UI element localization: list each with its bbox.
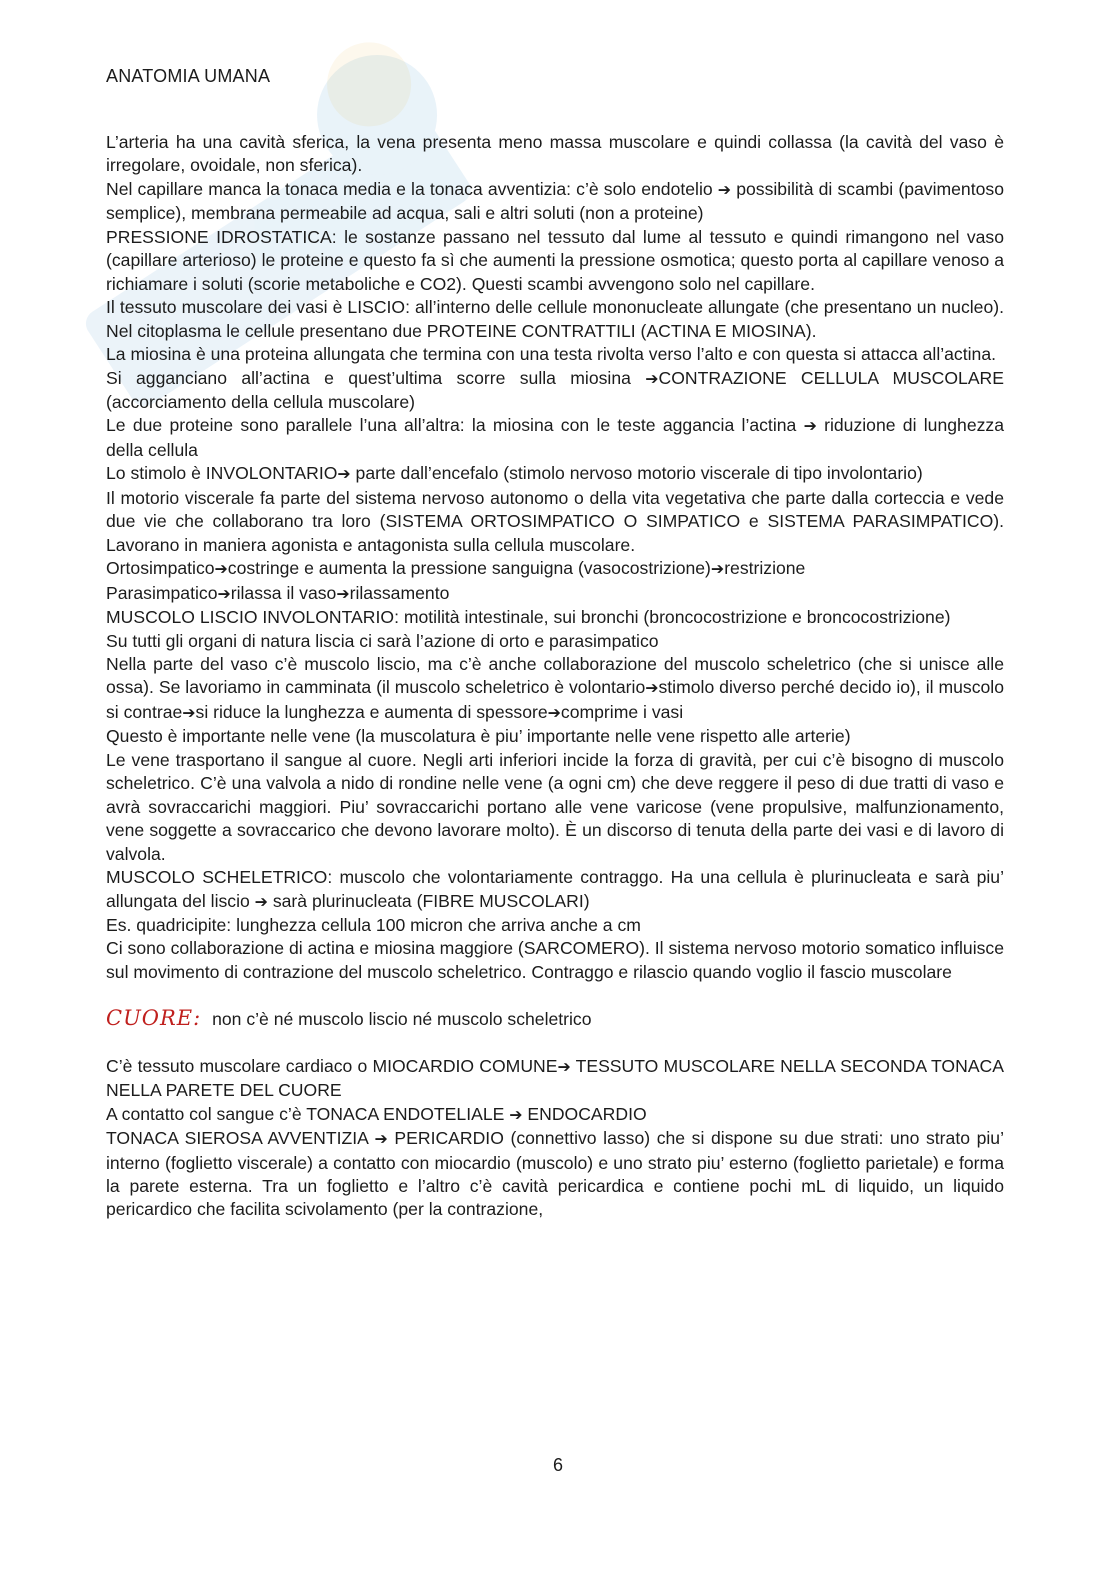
paragraph-text: TONACA SIEROSA AVVENTIZIA [106,1128,375,1149]
arrow-icon: ➔ [337,466,351,484]
paragraph-text: Su tutti gli organi di natura liscia ci sarà l’azione di orto e parasimpatico [106,630,659,651]
arrow-icon: ➔ [803,418,817,436]
page-header: ANATOMIA UMANA [106,66,271,86]
paragraph [106,630,1004,653]
arrow-icon: ➔ [509,1106,523,1124]
paragraph [106,462,1004,486]
paragraph-text: PRESSIONE IDROSTATICA: le sostanze passano nel tessuto dal lume al tessuto e quindi rimangono nel vaso (capillare arterioso) le proteine e questo fa sì che aumenti la pressione osmotica; questo porta al capillare venoso a richiamare i soluti (scorie metaboliche e CO2). Questi scambi avvengono solo nel capillare. [106,226,1004,294]
paragraph-text: A contatto col sangue c’è TONACA ENDOTELIALE [106,1103,510,1124]
paragraph-text: comprime i vasi [560,701,684,722]
paragraph-text: CONTRAZIONE CELLULA MUSCOLARE (accorciamento della cellula muscolare) [106,367,1004,412]
paragraph-text: PERICARDIO (connettivo lasso) che si dispone su due strati: uno strato piu’ interno (foglietto viscerale) a contatto con miocardio (muscolo) e uno strato piu’ esterno (foglietto parietale) e forma la parete esterna. Tra un foglietto e l’altro c’è cavità pericardica e contiene pochi mL di liquido, un liquido pericardico che facilita scivolamento (per la contrazione, [106,1128,1004,1220]
paragraph-text: Questo è importante nelle vene (la muscolatura è piu’ importante nelle vene rispetto alle arterie) [106,726,851,747]
paragraph-text: C’è tessuto muscolare cardiaco o MIOCARDIO COMUNE [106,1055,558,1076]
paragraph-text: Nella parte del vaso c’è muscolo liscio, ma c’è anche collaborazione del muscolo scheletrico (che si unisce alle ossa). Se lavoriamo in camminata (il muscolo scheletrico è volontario [106,653,1004,698]
paragraphs-block [106,131,1004,984]
paragraph-text: si riduce la lunghezza e aumenta di spessore [195,701,548,722]
paragraph [106,487,1004,557]
paragraph-text: rilassa il vaso [230,582,337,603]
section-subtitle: non c’è né muscolo liscio né muscolo scheletrico [207,1009,592,1030]
paragraph [106,653,1004,725]
paragraph-text: Il tessuto muscolare dei vasi è LISCIO: all’interno delle cellule mononucleate allungate (che presentano un nucleo). Nel citoplasma le cellule presentano due PROTEINE CONTRATTILI (ACTINA E MIOSINA). [106,297,1004,341]
paragraph-text: Le due proteine sono parallele l’una all’altra: la miosina con le teste aggancia l’actina [106,415,804,436]
paragraph [106,937,1004,984]
arrow-icon: ➔ [254,893,268,911]
paragraph-text: L’arteria ha una cavità sferica, la vena presenta meno massa muscolare e quindi collassa (la cavità del vaso è irregolare, ovoidale, non sferica). [106,132,1004,176]
paragraph-text: MUSCOLO SCHELETRICO: muscolo che volontariamente contraggo. Ha una cellula è plurinucleata e sarà piu’ allungata del liscio [106,867,1004,911]
paragraph-text: rilassamento [349,582,450,603]
paragraph-text: TESSUTO MUSCOLARE NELLA SECONDA TONACA NELLA PARETE DEL CUORE [106,1055,1004,1101]
paragraph-text: Es. quadricipite: lunghezza cellula 100 micron che arriva anche a cm [106,914,641,935]
paragraph-text: Lo stimolo è INVOLONTARIO [106,463,338,484]
paragraph-text: restrizione [724,558,806,579]
paragraph-text: riduzione di lunghezza della cellula [106,415,1004,460]
paragraph [106,226,1004,296]
arrow-icon: ➔ [717,181,732,199]
paragraph-text: Parasimpatico [106,582,218,603]
paragraph [106,725,1004,748]
paragraph [106,178,1004,226]
section-title: CUORE: [106,1006,202,1031]
document-body [106,131,1004,1222]
paragraph-text: Nel capillare manca la tonaca media e la tonaca avventizia: c’è solo endotelio [106,178,718,199]
paragraph-text: costringe e aumenta la pressione sanguigna (vasocostrizione) [227,558,711,579]
paragraph [106,414,1004,462]
paragraph-text: ENDOCARDIO [522,1103,647,1124]
arrow-icon: ➔ [710,561,725,579]
paragraph-text: Le vene trasportano il sangue al cuore. Negli arti inferiori incide la forza di gravità, per cui c’è bisogno di muscolo scheletrico. C’è una valvola a nido di rondine nelle vene (a ogni cm) che deve reggere il peso di due tratti di vaso e avrà sovraccarichi maggiori. Piu’ sovraccarichi portano alle vene varicose (vene propulsive, malfunzionamento, vene soggette a sovraccarico che devono lavorare molto). È un discorso di tenuta della parte dei vasi e di lavoro di valvola. [106,749,1004,864]
section-heading [106,1007,1004,1031]
paragraph [106,606,1004,629]
paragraph-text: parte dall’encefalo (stimolo nervoso motorio viscerale di tipo involontario) [350,463,923,484]
paragraph [106,914,1004,937]
paragraph-text: MUSCOLO LISCIO INVOLONTARIO: motilità intestinale, sui bronchi (broncocostrizione e broncocostrizione) [106,607,951,628]
arrow-icon: ➔ [557,1058,571,1076]
paragraph [106,1055,1004,1103]
paragraphs-block [106,1055,1004,1222]
paragraph [106,866,1004,914]
paragraph-text: stimolo diverso perché decido io), il muscolo si contrae [106,677,1004,722]
arrow-icon: ➔ [182,704,196,722]
page-number: 6 [552,1455,563,1475]
arrow-icon: ➔ [645,680,659,698]
paragraph-text: Il motorio viscerale fa parte del sistema nervoso autonomo o della vita vegetativa che parte dalla corteccia e vede due vie che collaborano tra loro (SISTEMA ORTOSIMPATICO O SIMPATICO e SISTEMA PARASIMPATICO). Lavorano in maniera agonista e antagonista sulla cellula muscolare. [106,487,1004,555]
arrow-icon: ➔ [374,1131,388,1149]
arrow-icon: ➔ [645,370,659,388]
paragraph [106,749,1004,866]
paragraph-text: possibilità di scambi (pavimentoso semplice), membrana permeabile ad acqua, sali e altri soluti (non a proteine) [106,178,1004,224]
paragraph-text: Ortosimpatico [106,558,215,579]
paragraph-text: Ci sono collaborazione di actina e miosina maggiore (SARCOMERO). Il sistema nervoso motorio somatico influisce sul movimento di contrazione del muscolo scheletrico. Contraggo e rilascio quando voglio il fascio muscolare [106,938,1004,982]
paragraph [106,367,1004,415]
paragraph [106,343,1004,366]
paragraph-text: Si agganciano all’actina e quest’ultima scorre sulla miosina [106,367,646,388]
paragraph [106,582,1004,606]
arrow-icon: ➔ [214,561,228,579]
arrow-icon: ➔ [336,585,350,603]
paragraph-text: sarà plurinucleata (FIBRE MUSCOLARI) [267,890,590,911]
arrow-icon: ➔ [547,704,561,722]
paragraph [106,557,1004,581]
paragraph [106,1103,1004,1127]
paragraph-text: La miosina è una proteina allungata che termina con una testa rivolta verso l’alto e con questa si attacca all’actina. [106,344,996,365]
paragraph [106,1127,1004,1222]
arrow-icon: ➔ [217,585,231,603]
paragraph [106,131,1004,178]
paragraph [106,296,1004,343]
